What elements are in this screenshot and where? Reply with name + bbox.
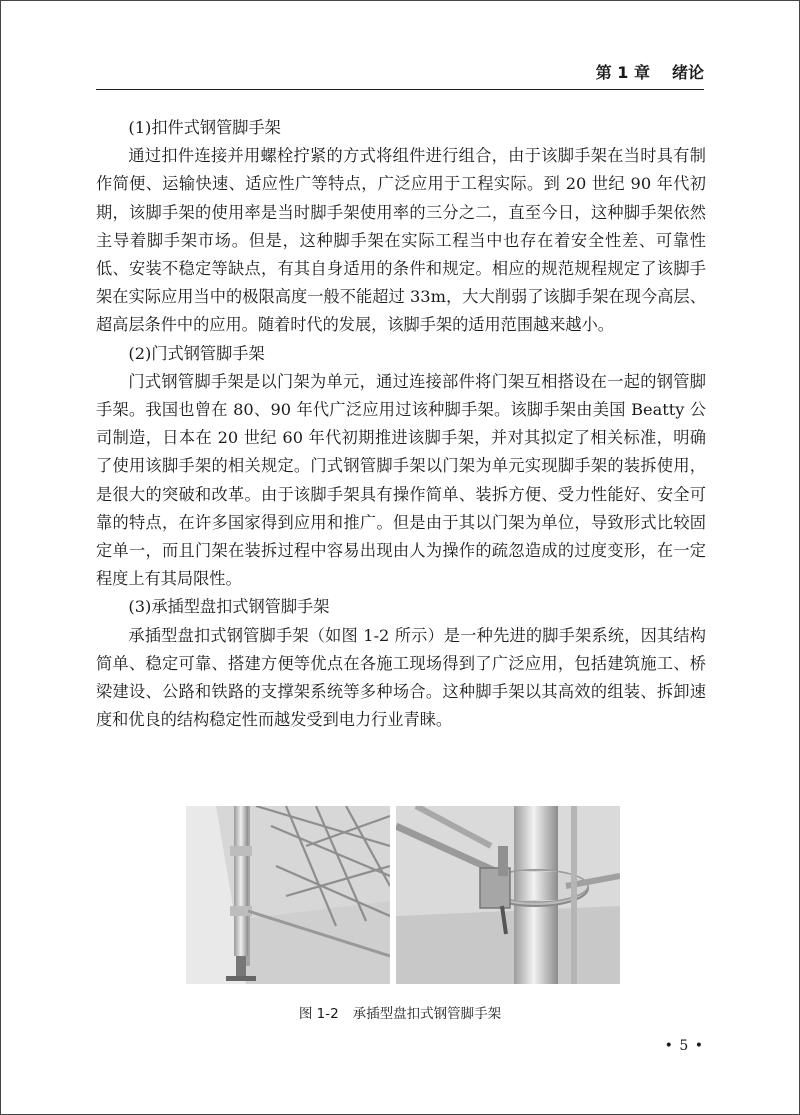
page-number: • 5 • bbox=[664, 1038, 704, 1054]
scaffold-overview-photo bbox=[186, 806, 390, 984]
header-rule bbox=[96, 89, 704, 90]
figure-caption-text: 承插型盘扣式钢管脚手架 bbox=[352, 1006, 502, 1022]
section-2-heading: (2)门式钢管脚手架 bbox=[128, 343, 265, 363]
section-1-heading: (1)扣件式钢管脚手架 bbox=[128, 118, 281, 137]
section-3-heading: (3)承插型盘扣式钢管脚手架 bbox=[128, 597, 330, 617]
running-head-chapter: 第 1 章 bbox=[595, 63, 650, 82]
disc-lock-joint-photo bbox=[396, 806, 620, 984]
figure-number: 图 1-2 bbox=[298, 1006, 339, 1022]
running-head bbox=[96, 60, 704, 88]
section-3-paragraph: 承插型盘扣式钢管脚手架（如图 1-2 所示）是一种先进的脚手架系统，因其结构简单、稳定可靠、搭建方便等优点在各施工现场得到了广泛应用，包括建筑施工、桥梁建设、公路和铁路的支撑架系统等多种场合。这种脚手架以其高效的组装、拆卸速度和优良的结构稳定性而越发受到电力行业青睐。 bbox=[96, 625, 706, 730]
section-1-paragraph: 通过扣件连接并用螺栓拧紧的方式将组件进行组合，由于该脚手架在当时具有制作简便、运输快速、适应性广等特点，广泛应用于工程实际。到 20 世纪 90 年代初期，该脚手架的使用率是当时脚手架使用率的三分之二，直至今日，这种脚手架依然主导着脚手架市场。但是，这种脚手架在实际工程当中也存在着安全性差、可靠性低、安装不稳定等缺点，有其自身适用的条件和规定。相应的规范规程规定了该脚手架在实际应用当中的极限高度一般不能超过 33m，大大削弱了该脚手架在现今高层、超高层条件中的应用。随着时代的发展，该脚手架的适用范围越来越小。 bbox=[96, 146, 706, 335]
body-text bbox=[96, 114, 706, 734]
running-head-title: 绪论 bbox=[671, 63, 704, 82]
section-2-paragraph: 门式钢管脚手架是以门架为单元，通过连接部件将门架互相搭设在一起的钢管脚手架。我国也曾在 80、90 年代广泛应用过该种脚手架。该脚手架由美国 Beatty 公司制造，日本在 20 世纪 60 年代初期推进该脚手架，并对其拟定了相关标准，明确了使用该脚手架的相关规定。门式钢管脚手架以门架为单元实现脚手架的装拆使用，是很大的突破和改革。由于该脚手架具有操作简单、装拆方便、受力性能好、安全可靠的特点，在许多国家得到应用和推广。但是由于其以门架为单位，导致形式比较固定单一，而且门架在装拆过程中容易出现由人为操作的疏忽造成的过度变形，在一定程度上有其局限性。 bbox=[96, 371, 706, 589]
figure-1-2 bbox=[186, 806, 620, 984]
figure-caption bbox=[96, 1002, 704, 1022]
